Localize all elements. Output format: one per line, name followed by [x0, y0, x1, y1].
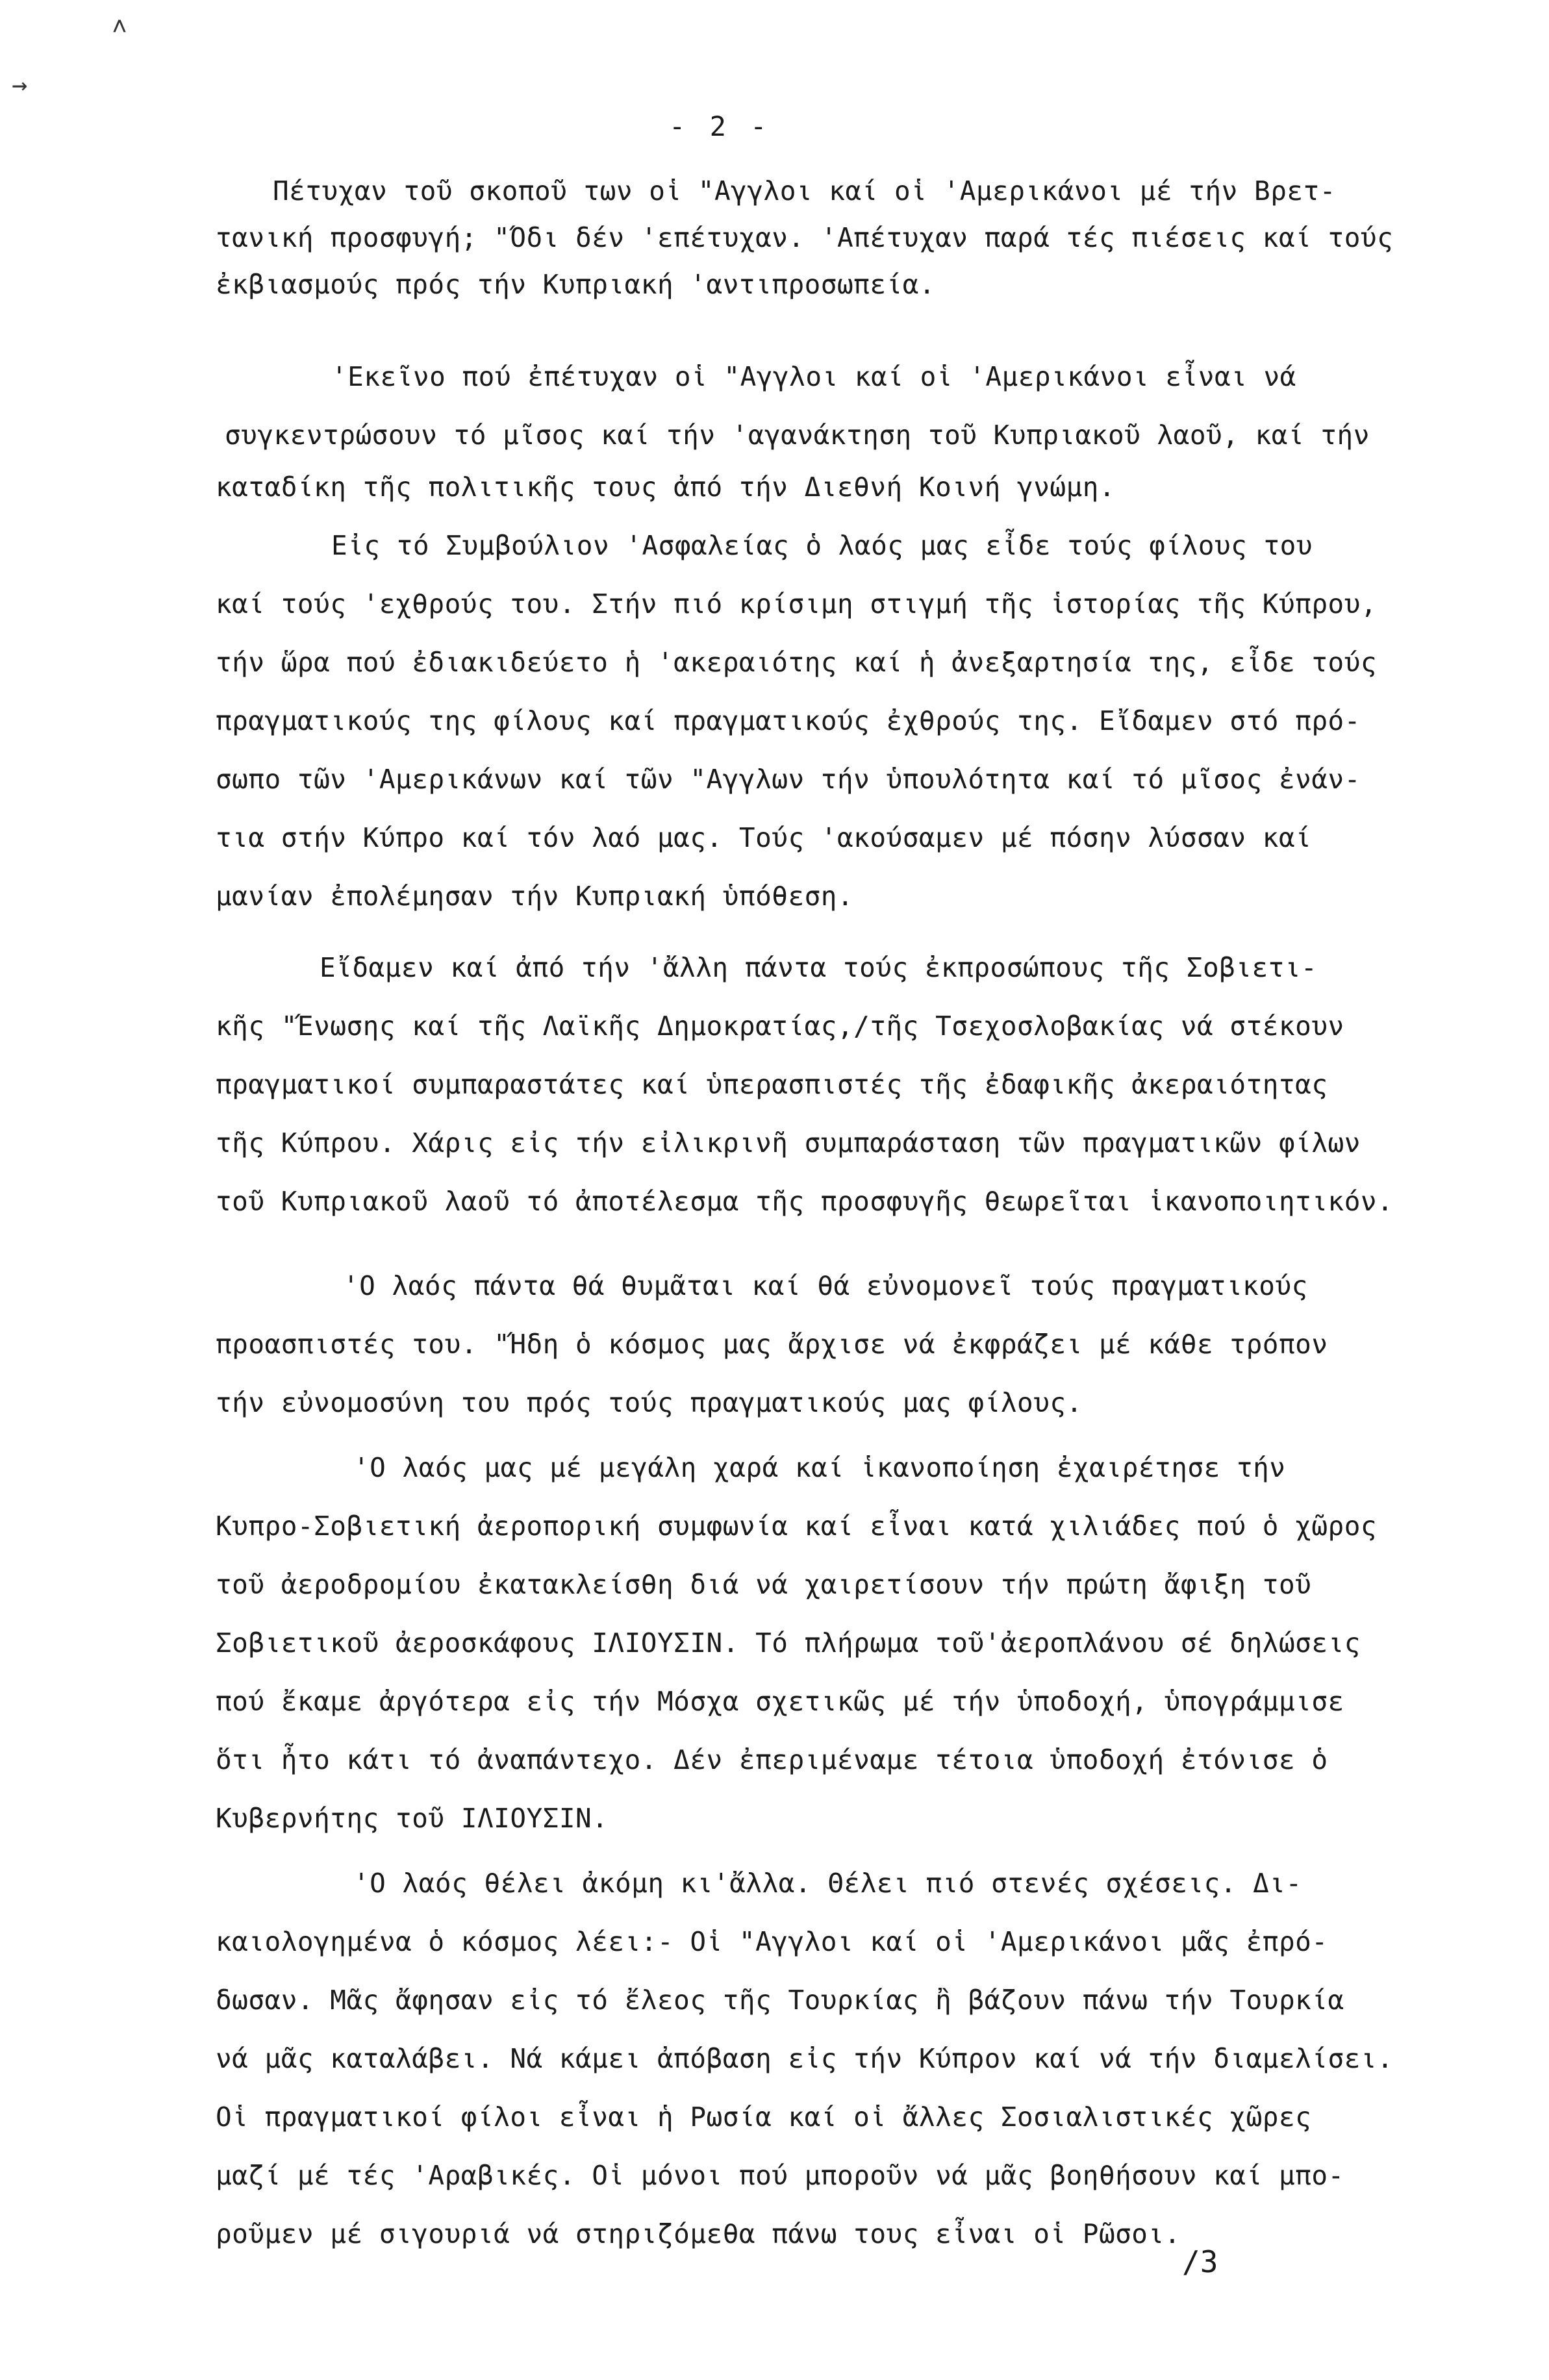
text-line: τοῦ ἀεροδρομίου ἐκατακλείσθη διά νά χαιρετίσουν τήν πρώτη ἄφιξη τοῦ — [216, 1569, 1312, 1600]
text-line: προασπιστές του. "Ήδη ὁ κόσμος μας ἄρχισε νά ἐκφράζει μέ κάθε τρόπον — [216, 1329, 1328, 1360]
text-line: κῆς "Ένωσης καί τῆς Λαϊκῆς Δημοκρατίας,/τῆς Τσεχοσλοβακίας νά στέκουν — [216, 1010, 1344, 1042]
text-line: συγκεντρώσουν τό μῖσος καί τήν 'αγανάκτηση τοῦ Κυπριακοῦ λαοῦ, καί τήν — [225, 420, 1370, 451]
text-line: τανική προσφυγή; "Όδι δέν 'επέτυχαν. 'Απέτυχαν παρά τές πιέσεις καί τούς — [216, 222, 1394, 253]
text-line: νά μᾶς καταλάβει. Νά κάμει ἀπόβαση εἰς τήν Κύπρον καί νά τήν διαμελίσει. — [216, 2043, 1394, 2074]
text-line: μανίαν ἐπολέμησαν τήν Κυπριακή ὑπόθεση. — [216, 881, 854, 912]
corner-arrow-mark: → — [12, 70, 28, 100]
text-line: μαζί μέ τές 'Αραβικές. Οἱ μόνοι πού μποροῦν νά μᾶς βοηθήσουν καί μπο- — [216, 2160, 1344, 2191]
text-line: τῆς Κύπρου. Χάρις εἰς τήν εἰλικρινῆ συμπαράσταση τῶν πραγματικῶν φίλων — [216, 1127, 1361, 1159]
text-line: 'Ο λαός πάντα θά θυμᾶται καί θά εὐνομονεῖ τούς πραγματικούς — [343, 1270, 1308, 1301]
text-line: ἐκβιασμούς πρός τήν Κυπριακή 'αντιπροσωπεία. — [216, 269, 936, 300]
page-number: - 2 - — [669, 110, 771, 142]
text-line: πραγματικοί συμπαραστάτες καί ὑπερασπιστές τῆς ἐδαφικῆς ἀκεραιότητας — [216, 1069, 1328, 1100]
text-line: Κυβερνήτης τοῦ ΙΛΙΟΥΣΙΝ. — [216, 1803, 609, 1834]
text-line: ὅτι ἦτο κάτι τό ἀναπάντεχο. Δέν ἐπεριμέναμε τέτοια ὑποδοχή ἐτόνισε ὁ — [216, 1744, 1328, 1775]
text-line: Κυπρο-Σοβιετική ἀεροπορική συμφωνία καί εἶναι κατά χιλιάδες πού ὁ χῶρος — [216, 1510, 1378, 1542]
text-line: τήν εὐνομοσύνη του πρός τούς πραγματικούς μας φίλους. — [216, 1387, 1083, 1418]
corner-mark: ˄ — [112, 12, 128, 42]
text-line: 'Εκεῖνο πού ἐπέτυχαν οἱ "Αγγλοι καί οἱ 'Αμερικάνοι εἶναι νά — [331, 361, 1296, 392]
text-line: πού ἔκαμε ἀργότερα εἰς τήν Μόσχα σχετικῶς μέ τήν ὑποδοχή, ὑπογράμμισε — [216, 1686, 1344, 1717]
text-line: Εἰς τό Συμβούλιον 'Ασφαλείας ὁ λαός μας εἶδε τούς φίλους του — [331, 530, 1313, 561]
text-line: καί τούς 'εχθρούς του. Στήν πιό κρίσιμη στιγμή τῆς ἱστορίας τῆς Κύπρου, — [216, 588, 1378, 620]
text-line: δωσαν. Μᾶς ἄφησαν εἰς τό ἔλεος τῆς Τουρκίας ἢ βάζουν πάνω τήν Τουρκία — [216, 1985, 1344, 2016]
text-line: Σοβιετικοῦ ἀεροσκάφους ΙΛΙΟΥΣΙΝ. Τό πλήρωμα τοῦ'ἀεροπλάνου σέ δηλώσεις — [216, 1627, 1361, 1659]
text-line: 'Ο λαός μας μέ μεγάλη χαρά καί ἱκανοποίηση ἐχαιρέτησε τήν — [353, 1452, 1286, 1483]
text-line: 'Ο λαός θέλει ἀκόμη κι'ἄλλα. Θέλει πιό στενές σχέσεις. Δι- — [353, 1868, 1302, 1899]
text-line: καιολογημένα ὁ κόσμος λέει:- Οἱ "Αγγλοι καί οἱ 'Αμερικάνοι μᾶς ἐπρό- — [216, 1926, 1328, 1957]
text-line: τοῦ Κυπριακοῦ λαοῦ τό ἀποτέλεσμα τῆς προσφυγῆς θεωρεῖται ἱκανοποιητικόν. — [216, 1186, 1394, 1217]
text-line: Εἴδαμεν καί ἀπό τήν 'ἄλλη πάντα τούς ἐκπροσώπους τῆς Σοβιετι- — [320, 952, 1318, 983]
text-line: σωπο τῶν 'Αμερικάνων καί τῶν "Αγγλων τήν ὑπουλότητα καί τό μῖσος ἐνάν- — [216, 764, 1361, 795]
text-line: Οἱ πραγματικοί φίλοι εἶναι ἡ Ρωσία καί οἱ ἄλλες Σοσιαλιστικές χῶρες — [216, 2101, 1312, 2133]
text-line: Πέτυχαν τοῦ σκοποῦ των οἱ "Αγγλοι καί οἱ 'Αμερικάνοι μέ τήν Βρετ- — [273, 175, 1336, 207]
continuation-mark: /3 — [1182, 2244, 1218, 2279]
text-line: ροῦμεν μέ σιγουριά νά στηριζόμεθα πάνω τους εἶναι οἱ Ρῶσοι. — [216, 2218, 1181, 2249]
text-line: τια στήν Κύπρο καί τόν λαό μας. Τούς 'ακούσαμεν μέ πόσην λύσσαν καί — [216, 822, 1312, 853]
text-line: καταδίκη τῆς πολιτικῆς τους ἀπό τήν Διεθνή Κοινή γνώμη. — [216, 471, 1116, 503]
text-line: τήν ὥρα πού ἐδιακιδεύετο ἡ 'ακεραιότης καί ἡ ἀνεξαρτησία της, εἶδε τούς — [216, 647, 1378, 678]
text-line: πραγματικούς της φίλους καί πραγματικούς ἐχθρούς της. Εἴδαμεν στό πρό- — [216, 705, 1361, 736]
